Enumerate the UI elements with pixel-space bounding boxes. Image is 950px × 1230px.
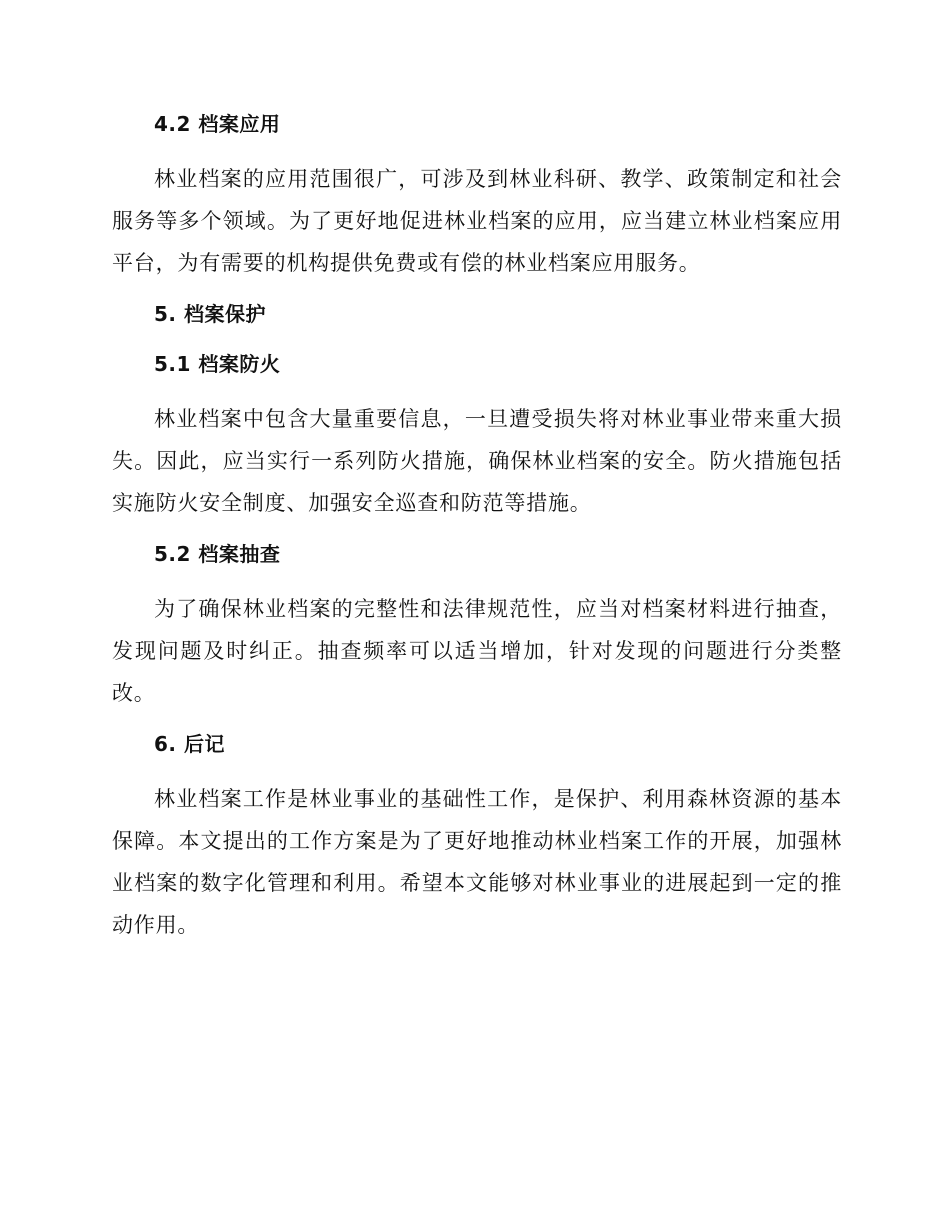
section-heading-5-2: 5.2 档案抽查 bbox=[154, 542, 281, 566]
document-body bbox=[112, 108, 842, 960]
section-paragraph-5-1: 林业档案中包含大量重要信息，一旦遭受损失将对林业事业带来重大损失。因此，应当实行一系列防火措施，确保林业档案的安全。防火措施包括实施防火安全制度、加强安全巡查和防范等措施。 bbox=[112, 407, 842, 515]
section-heading-6: 6. 后记 bbox=[154, 732, 225, 756]
section-paragraph-6: 林业档案工作是林业事业的基础性工作，是保护、利用森林资源的基本保障。本文提出的工作方案是为了更好地推动林业档案工作的开展，加强林业档案的数字化管理和利用。希望本文能够对林业事业的进展起到一定的推动作用。 bbox=[112, 787, 842, 937]
section-heading-5: 5. 档案保护 bbox=[154, 302, 266, 326]
section-paragraph-5-2: 为了确保林业档案的完整性和法律规范性，应当对档案材料进行抽查，发现问题及时纠正。抽查频率可以适当增加，针对发现的问题进行分类整改。 bbox=[112, 597, 842, 705]
section-heading-5-1: 5.1 档案防火 bbox=[154, 352, 281, 376]
section-heading-4-2: 4.2 档案应用 bbox=[154, 112, 281, 136]
section-paragraph-4-2: 林业档案的应用范围很广，可涉及到林业科研、教学、政策制定和社会服务等多个领域。为了更好地促进林业档案的应用，应当建立林业档案应用平台，为有需要的机构提供免费或有偿的林业档案应用服务。 bbox=[112, 167, 842, 275]
